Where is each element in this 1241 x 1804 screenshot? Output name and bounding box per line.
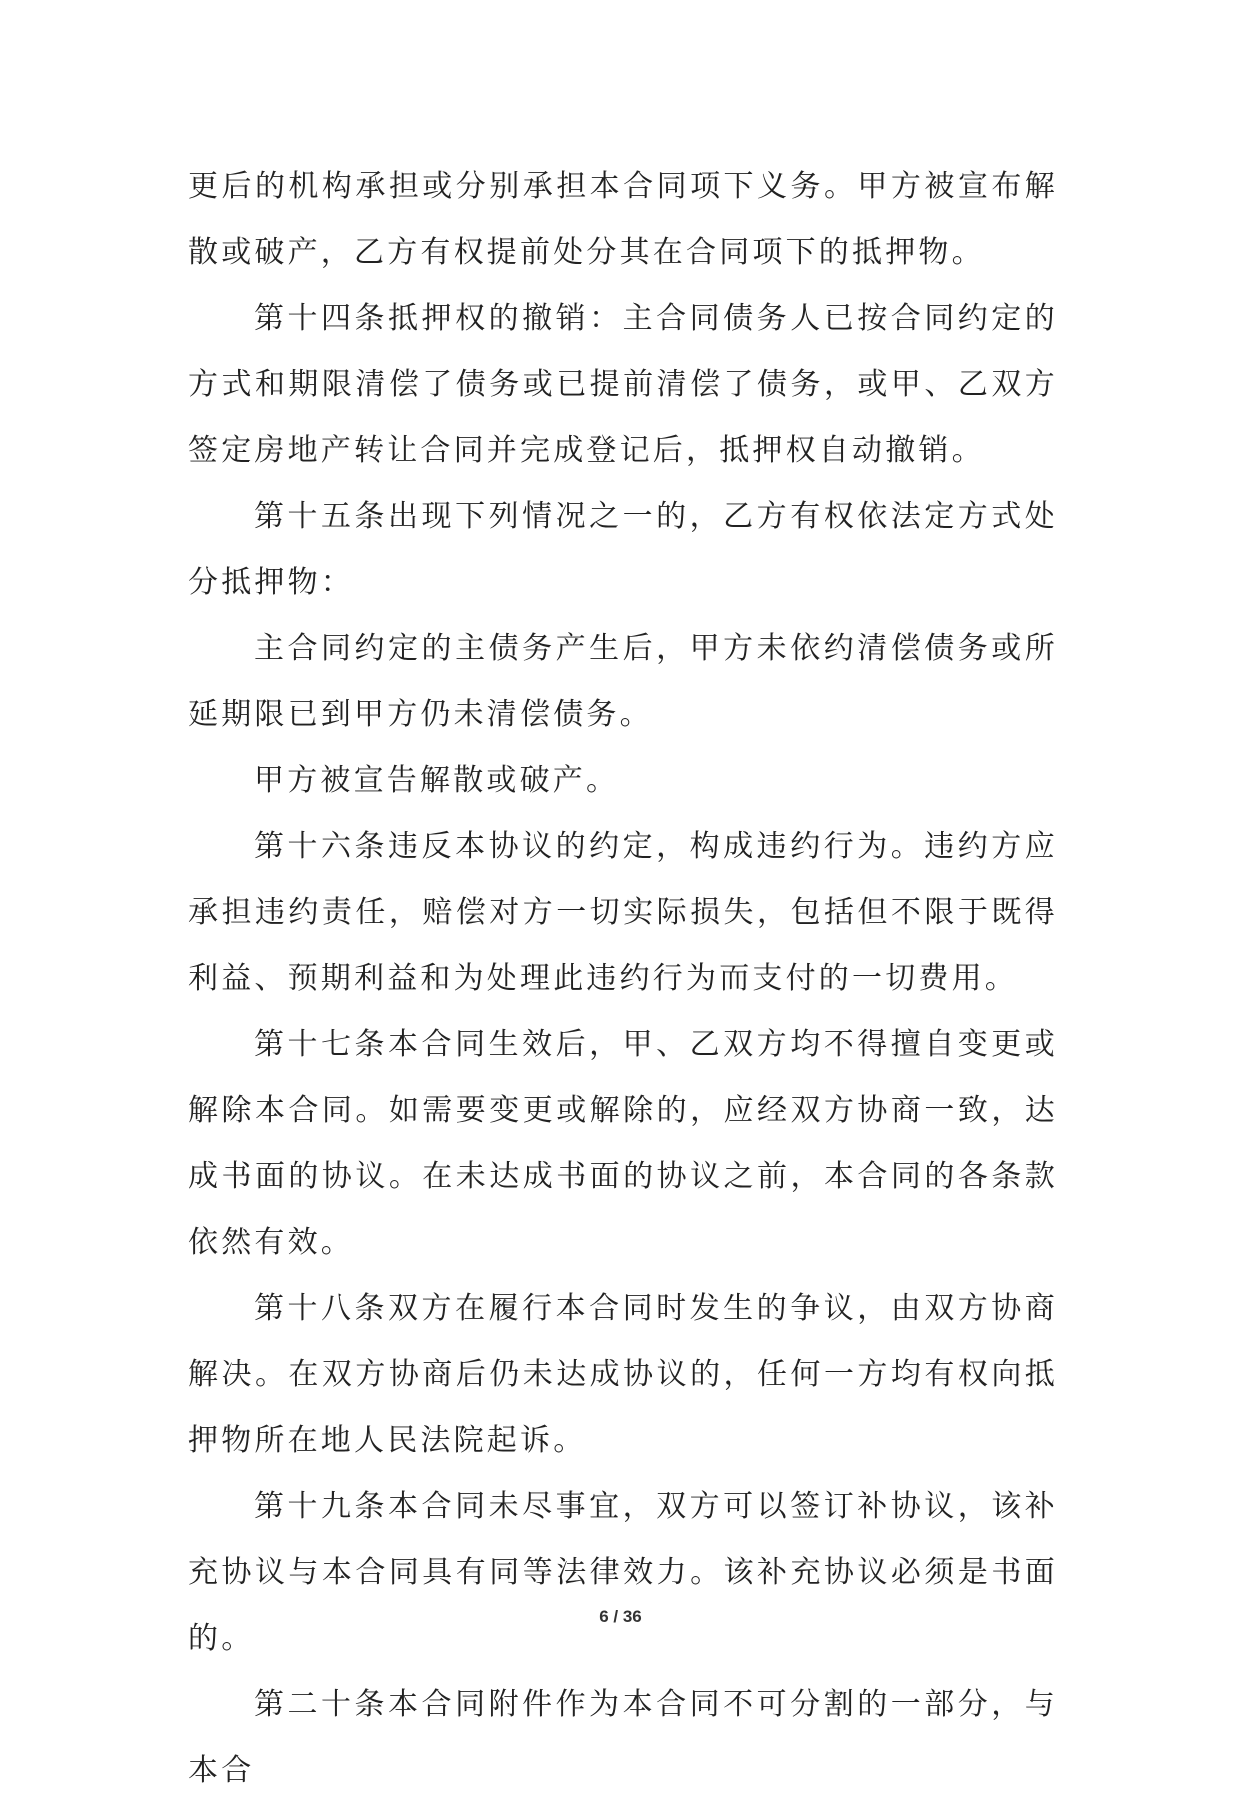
paragraph-article-15: 第十五条出现下列情况之一的，乙方有权依法定方式处分抵押物： — [188, 499, 1058, 600]
page-number: 6 / 36 — [599, 1607, 642, 1626]
paragraph-article-17: 第十七条本合同生效后，甲、乙双方均不得擅自变更或解除本合同。如需要变更或解除的，应经双方协商一致，达成书面的协议。在未达成书面的协议之前，本合同的各条款依然有效。 — [188, 1027, 1058, 1260]
paragraph-condition-1: 主合同约定的主债务产生后，甲方未依约清偿债务或所延期限已到甲方仍未清偿债务。 — [188, 631, 1058, 732]
document-body — [188, 154, 1058, 1804]
paragraph-article-20: 第二十条本合同附件作为本合同不可分割的一部分，与本合 — [188, 1687, 1058, 1788]
paragraph-article-16: 第十六条违反本协议的约定，构成违约行为。违约方应承担违约责任，赔偿对方一切实际损失，包括但不限于既得利益、预期利益和为处理此违约行为而支付的一切费用。 — [188, 829, 1058, 996]
paragraph-condition-2: 甲方被宣告解散或破产。 — [254, 763, 620, 798]
paragraph-1: 更后的机构承担或分别承担本合同项下义务。甲方被宣布解散或破产，乙方有权提前处分其在合同项下的抵押物。 — [188, 169, 1058, 270]
paragraph-article-14: 第十四条抵押权的撤销：主合同债务人已按合同约定的方式和期限清偿了债务或已提前清偿了债务，或甲、乙双方签定房地产转让合同并完成登记后，抵押权自动撤销。 — [188, 301, 1058, 468]
paragraph-article-18: 第十八条双方在履行本合同时发生的争议，由双方协商解决。在双方协商后仍未达成协议的，任何一方均有权向抵押物所在地人民法院起诉。 — [188, 1291, 1058, 1458]
paragraph-article-19: 第十九条本合同未尽事宜，双方可以签订补协议，该补充协议与本合同具有同等法律效力。该补充协议必须是书面的。 — [188, 1489, 1058, 1656]
